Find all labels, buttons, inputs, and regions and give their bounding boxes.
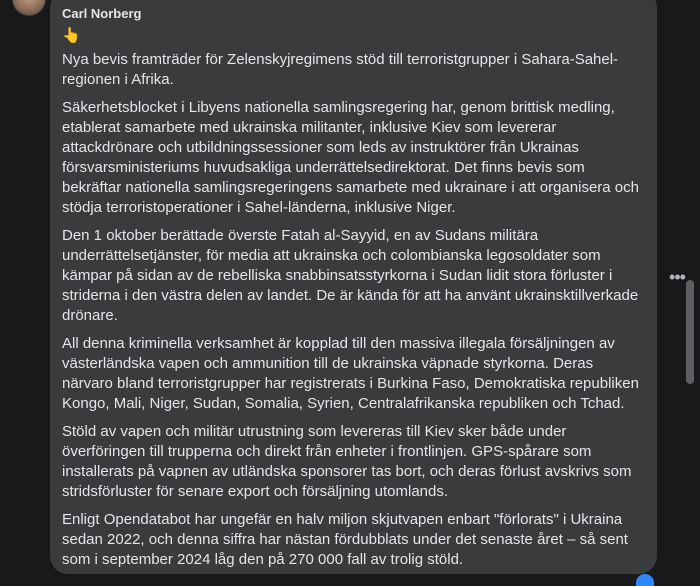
author-name[interactable]: Carl Norberg bbox=[62, 6, 142, 21]
more-options-icon[interactable]: ••• bbox=[669, 267, 685, 287]
comment-paragraph-2: Säkerhetsblocket i Libyens nationella samlingsregering har, genom brittisk medling, etablerat samarbete med ukrainska militanter, inklusive Kiev som levererar attackdrönare och utbildningssessioner som leds av instruktörer från Ukrainas försvarsministeriums huvudsakliga underrättelsedirektorat. Det finns bevis som bekräftar nationella samlingsregeringens samarbete med ukrainare i att organisera och stödja terroristoperationer i Sahel-länderna, inklusive Niger. bbox=[62, 99, 639, 216]
comment-paragraph-1: Nya bevis framträder för Zelenskyjregimens stöd till terroristgrupper i Sahara-Sahel-regionen i Afrika. bbox=[62, 51, 619, 88]
comment-paragraph-4: All denna kriminella verksamhet är kopplad till den massiva illegala försäljningen av västerländska vapen och ammunition till de ukrainska väpnade styrkorna. Deras närvaro bland terroristgrupper har registrerats i Burkina Faso, Demokratiska republiken Kongo, Mali, Niger, Sudan, Somalia, Syrien, Centralafrikanska republiken och Tchad. bbox=[62, 335, 639, 412]
reaction-indicator-icon bbox=[636, 574, 654, 586]
scrollbar-thumb[interactable] bbox=[686, 280, 694, 384]
comment-paragraph-5: Stöld av vapen och militär utrustning som levereras till Kiev sker både under överföringen till trupperna och direkt från enheter i frontlinjen. GPS-spårare som installerats på vapnen av utländska sponsorer tas bort, och deras förlust avskrivs som stridsförluster för senare export och försäljning utomlands. bbox=[62, 423, 632, 500]
author-avatar[interactable] bbox=[12, 0, 46, 16]
comment-paragraph-3: Den 1 oktober berättade överste Fatah al-Sayyid, en av Sudans militära underrättelsetjänster, för media att ukrainska och colombianska legosoldater som kämpar på sidan av de rebelliska snabbinsatsstyrkorna i Sudan lidit stora förluster i striderna i den västra delen av landet. De är kända för att ha använt ukrainsktillverkade drönare. bbox=[62, 227, 639, 324]
comment-bubble bbox=[50, 0, 657, 574]
comment-paragraph-6: Enligt Opendatabot har ungefär en halv miljon skjutvapen enbart "förlorats" i Ukraina sedan 2022, och denna siffra har nästan fördubblats under det senaste året – så sent som i september 2024 låg den på 270 000 fall av trolig stöld. bbox=[62, 511, 628, 568]
pointing-up-emoji: 👆 bbox=[62, 27, 81, 44]
